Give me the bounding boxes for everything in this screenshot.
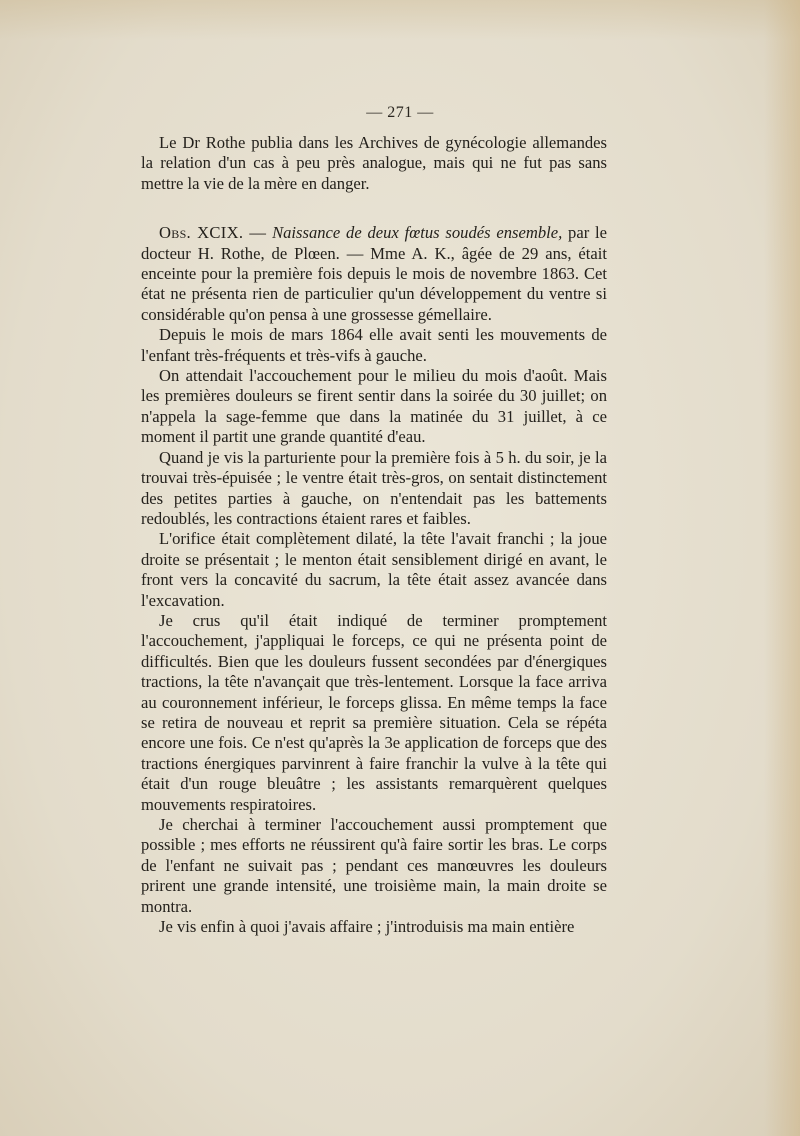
section-spacer	[141, 194, 607, 223]
paragraph: Je crus qu'il était indiqué de terminer promptement l'accouchement, j'appliquai le forceps, ce qui ne présenta point de difficultés. Bien que les douleurs fussent secondées par d'énergiques tractions, la tête n'avançait que très-lentement. Lorsque la face arriva au couronnement inférieur, le forceps glissa. En même temps la face se retira de nouveau et reprit sa première situation. Cela se répéta encore une fois. Ce n'est qu'après la 3e application de forceps que des tractions énergiques parvinrent à faire franchir la vulve à la tête qui était d'un rouge bleuâtre ; les assistants remarquèrent quelques mouvements respiratoires.	[141, 610, 607, 814]
observation-paragraph	[141, 223, 607, 325]
observation-text: par le docteur H. Rothe, de Plœen. — Mme A. K., âgée de 29 ans, était enceinte pour la première fois depuis le mois de novembre 1863. Cet état ne présenta rien de particulier qu'un développement du ventre si considérable qu'on pensa à une grossesse gémellaire.	[141, 223, 607, 324]
page-aging-right	[764, 0, 800, 1136]
observation-label: Obs. XCIX. —	[159, 223, 267, 243]
body-text	[141, 133, 607, 937]
paragraph: L'orifice était complètement dilaté, la tête l'avait franchi ; la joue droite se présentait ; le menton était sensiblement dirigé en avant, le front vers la concavité du sacrum, la tête était assez avancée dans l'excavation.	[141, 529, 607, 610]
observation-title: Naissance de deux fœtus soudés ensemble,	[272, 223, 563, 243]
page-aging-top	[0, 0, 800, 40]
paragraph: On attendait l'accouchement pour le milieu du mois d'août. Mais les premières douleurs se firent sentir dans la soirée du 30 juillet; on n'appela la sage-femme que dans la matinée du 31 juillet, à ce moment il partit une grande quantité d'eau.	[141, 366, 607, 447]
page-number: — 271 —	[366, 104, 434, 121]
intro-paragraph: Le Dr Rothe publia dans les Archives de gynécologie allemandes la relation d'un cas à peu près analogue, mais qui ne fut pas sans mettre la vie de la mère en danger.	[141, 133, 607, 193]
paragraph: Depuis le mois de mars 1864 elle avait senti les mouvements de l'enfant très-fréquents et très-vifs à gauche.	[141, 325, 607, 365]
paragraph: Je cherchai à terminer l'accouchement aussi promptement que possible ; mes efforts ne réussirent qu'à faire sortir les bras. Le corps de l'enfant ne suivait pas ; pendant ces manœuvres les douleurs prirent une grande intensité, une troisième main, la main droite se montra.	[141, 815, 607, 916]
paragraph: Je vis enfin à quoi j'avais affaire ; j'introduisis ma main entière	[159, 917, 575, 937]
paragraph: Quand je vis la parturiente pour la première fois à 5 h. du soir, je la trouvai très-épuisée ; le ventre était très-gros, on sentait distinctement des petites parties à gauche, on n'entendait pas les battements redoublés, les contractions étaient rares et faibles.	[141, 447, 607, 528]
